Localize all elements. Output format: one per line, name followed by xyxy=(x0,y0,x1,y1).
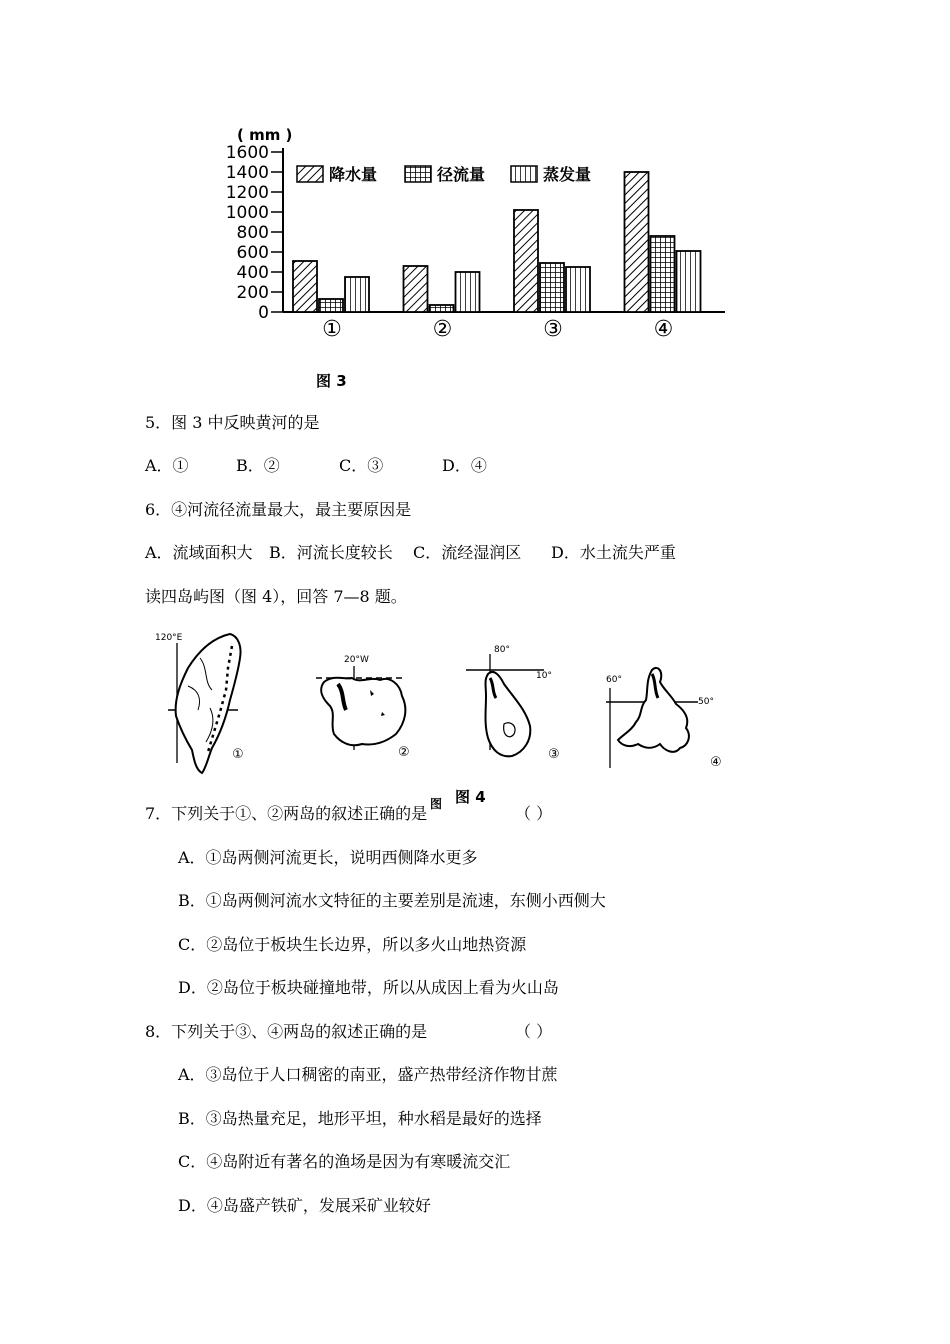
bar-1-蒸发量 xyxy=(345,277,369,312)
q5-option-d[interactable]: D．④ xyxy=(442,456,487,475)
legend-swatch-蒸发量 xyxy=(511,166,537,182)
legend-label: 蒸发量 xyxy=(543,165,592,184)
question-7-answer-bracket[interactable]: （ ） xyxy=(515,804,553,823)
bar-4-蒸发量 xyxy=(677,251,701,312)
q6-option-b[interactable]: B．河流长度较长 xyxy=(269,543,393,562)
y-tick-label: 1000 xyxy=(225,203,269,223)
question-8-stem: 8．下列关于③、④两岛的叙述正确的是 xyxy=(145,1022,428,1041)
q5-option-b[interactable]: B．② xyxy=(236,456,280,475)
x-category-label: ③ xyxy=(543,317,563,342)
bar-2-径流量 xyxy=(430,305,454,312)
y-tick-label: 600 xyxy=(236,243,269,263)
island-map-1 xyxy=(150,628,255,778)
bar-3-降水量 xyxy=(514,210,538,312)
q6-option-d[interactable]: D．水土流失严重 xyxy=(551,543,676,562)
y-tick-label: 1400 xyxy=(225,163,269,183)
map4-label: ④ xyxy=(710,755,722,770)
figure-3-caption: 图 3 xyxy=(316,372,347,390)
q6-option-a[interactable]: A．流域面积大 xyxy=(145,543,253,562)
figure-3-bar-chart xyxy=(205,122,745,352)
bar-2-降水量 xyxy=(404,266,428,312)
intro-7-8: 读四岛屿图（图 4），回答 7—8 题。 xyxy=(145,587,407,606)
bar-4-径流量 xyxy=(651,236,675,312)
figure-4-caption-small: 图 xyxy=(430,797,443,811)
x-category-label: ① xyxy=(322,317,342,342)
legend-swatch-径流量 xyxy=(405,166,431,182)
legend-label: 径流量 xyxy=(437,165,486,184)
legend-swatch-降水量 xyxy=(297,166,323,182)
y-tick-label: 0 xyxy=(258,303,269,323)
question-5-stem: 5．图 3 中反映黄河的是 xyxy=(145,413,320,432)
legend-label: 降水量 xyxy=(329,165,378,184)
map2-label: ② xyxy=(398,745,410,760)
y-unit-label: ( mm ) xyxy=(237,126,293,144)
q6-option-c[interactable]: C．流经湿润区 xyxy=(413,543,522,562)
question-7-stem: 7．下列关于①、②两岛的叙述正确的是 xyxy=(145,804,428,823)
y-tick-label: 1600 xyxy=(225,143,269,163)
question-6-options xyxy=(145,543,676,563)
island-map-3 xyxy=(460,640,570,765)
y-tick-label: 800 xyxy=(236,223,269,243)
question-8-answer-bracket[interactable]: （ ） xyxy=(515,1022,553,1041)
bar-1-降水量 xyxy=(293,261,317,312)
map3-longitude-label: 80° xyxy=(494,645,510,655)
y-tick-label: 1200 xyxy=(225,183,269,203)
q7-option-a[interactable]: A．①岛两侧河流更长，说明西侧降水更多 xyxy=(178,848,478,867)
x-category-label: ② xyxy=(432,317,453,342)
map3-latitude-label: 10° xyxy=(536,671,552,681)
map4-latitude-label: 50° xyxy=(698,697,714,707)
map4-longitude-label: 60° xyxy=(606,675,622,685)
island-map-2 xyxy=(310,650,420,765)
q5-option-c[interactable]: C．③ xyxy=(339,456,384,475)
figure-4-caption: 图 4 xyxy=(455,788,486,806)
q5-option-a[interactable]: A．① xyxy=(145,456,189,475)
q8-option-a[interactable]: A．③岛位于人口稠密的南亚，盛产热带经济作物甘蔗 xyxy=(178,1065,558,1084)
bar-4-降水量 xyxy=(625,172,649,312)
question-5-options xyxy=(145,456,487,476)
bar-1-径流量 xyxy=(319,299,343,312)
bar-2-蒸发量 xyxy=(456,272,480,312)
q7-option-b[interactable]: B．①岛两侧河流水文特征的主要差别是流速，东侧小西侧大 xyxy=(178,891,606,910)
x-category-label: ④ xyxy=(653,317,674,342)
q8-option-b[interactable]: B．③岛热量充足，地形平坦，种水稻是最好的选择 xyxy=(178,1109,542,1128)
q8-option-d[interactable]: D．④岛盛产铁矿，发展采矿业较好 xyxy=(178,1196,431,1215)
map1-label: ① xyxy=(232,747,244,762)
y-tick-label: 200 xyxy=(236,283,269,303)
island-map-4 xyxy=(602,660,732,775)
iceland-island-outline xyxy=(321,678,405,746)
q8-option-c[interactable]: C．④岛附近有著名的渔场是因为有寒暖流交汇 xyxy=(178,1152,511,1171)
q7-option-d[interactable]: D．②岛位于板块碰撞地带，所以从成因上看为火山岛 xyxy=(178,978,559,997)
map2-longitude-label: 20°W xyxy=(344,655,369,665)
bar-3-径流量 xyxy=(540,263,564,312)
q7-option-c[interactable]: C．②岛位于板块生长边界，所以多火山地热资源 xyxy=(178,935,527,954)
bar-3-蒸发量 xyxy=(566,267,590,312)
map3-label: ③ xyxy=(548,747,560,762)
map1-longitude-label: 120°E xyxy=(155,633,183,643)
question-6-stem: 6．④河流径流量最大，最主要原因是 xyxy=(145,500,412,519)
y-tick-label: 400 xyxy=(236,263,269,283)
